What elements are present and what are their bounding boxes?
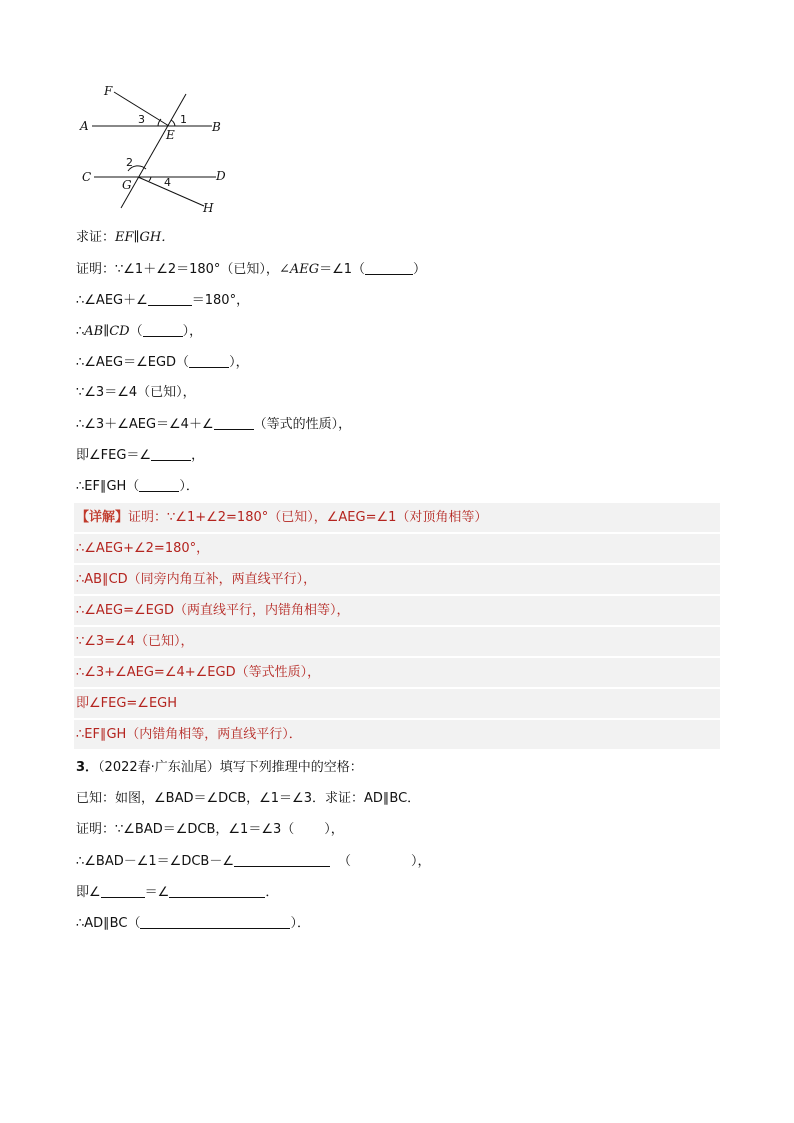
label-angle-1: 1 (180, 113, 187, 126)
solution-line-3: ∴AB∥CD（同旁内角互补，两直线平行）， (76, 572, 317, 587)
proof-line-1: 证明：∵∠1＋∠2＝180°（已知），∠AEG＝∠1（ ） (76, 262, 427, 277)
label-e: E (166, 128, 175, 142)
answer-blank[interactable] (101, 883, 145, 898)
label-b: B (212, 120, 221, 134)
solution-line-8: ∴EF∥GH（内错角相等，两直线平行）． (76, 727, 302, 742)
label-d: D (216, 169, 226, 183)
proof-line-3: ∴AB∥CD（ ）， (76, 324, 203, 339)
answer-blank[interactable] (189, 353, 229, 368)
label-angle-3: 3 (138, 113, 145, 126)
label-angle-4: 4 (164, 176, 171, 189)
label-f: F (104, 84, 113, 98)
problem-3-line-1: 证明：∵∠BAD＝∠DCB，∠1＝∠3（ ）， (76, 822, 344, 837)
answer-blank[interactable] (148, 291, 192, 306)
label-g: G (122, 178, 132, 192)
solution-line-1: 【详解】证明：∵∠1+∠2=180°（已知），∠AEG=∠1（对顶角相等） (76, 510, 488, 525)
solution-line-2: ∴∠AEG+∠2=180°， (76, 541, 210, 556)
proof-line-6: ∴∠3＋∠AEG＝∠4＋∠ （等式的性质）， (76, 417, 352, 432)
solution-line-4: ∴∠AEG=∠EGD（两直线平行，内错角相等）， (76, 603, 350, 618)
label-h: H (203, 201, 214, 215)
label-c: C (82, 170, 92, 184)
proof-line-8: ∴EF∥GH（ ）． (76, 479, 199, 494)
problem-source: （2022春·广东汕尾） (98, 760, 220, 775)
answer-blank[interactable] (143, 322, 183, 337)
prove-statement: 求证：EF∥GH． (76, 230, 175, 245)
solution-tag: 【详解】 (76, 510, 129, 525)
proof-line-7: 即∠FEG＝∠ ， (76, 448, 205, 463)
answer-blank[interactable] (234, 852, 330, 867)
solution-line-7: 即∠FEG=∠EGH (76, 696, 178, 711)
problem-3-line-3: 即∠ ＝∠ ． (76, 885, 279, 900)
proof-line-2: ∴∠AEG＋∠ ＝180°， (76, 293, 250, 308)
label-a: A (80, 119, 89, 133)
answer-blank[interactable] (140, 914, 290, 929)
proof-line-5: ∵∠3＝∠4（已知）， (76, 385, 196, 400)
geometry-figure (74, 82, 244, 222)
problem-3-line-4: ∴AD∥BC（ ）． (76, 916, 310, 931)
proof-line-4: ∴∠AEG＝∠EGD（ ）， (76, 355, 249, 370)
problem-number: 3． (76, 760, 99, 775)
angle-arc-1 (171, 120, 175, 126)
answer-blank[interactable] (365, 260, 413, 275)
label-angle-2: 2 (126, 156, 133, 169)
angle-arc-4 (149, 177, 151, 181)
answer-blank[interactable] (151, 446, 191, 461)
solution-line-6: ∴∠3+∠AEG=∠4+∠EGD（等式性质）， (76, 665, 321, 680)
problem-3-header: 3．（2022春·广东汕尾）填写下列推理中的空格： (76, 760, 363, 775)
answer-blank[interactable] (139, 477, 179, 492)
answer-blank[interactable] (169, 883, 265, 898)
solution-line-5: ∵∠3=∠4（已知）， (76, 634, 194, 649)
ray-gh (138, 177, 204, 206)
answer-blank[interactable] (214, 415, 254, 430)
problem-3-line-2: ∴∠BAD－∠1＝∠DCB－∠ （ ）， (76, 854, 431, 869)
problem-3-given: 已知：如图，∠BAD＝∠DCB，∠1＝∠3．求证：AD∥BC． (76, 791, 421, 806)
